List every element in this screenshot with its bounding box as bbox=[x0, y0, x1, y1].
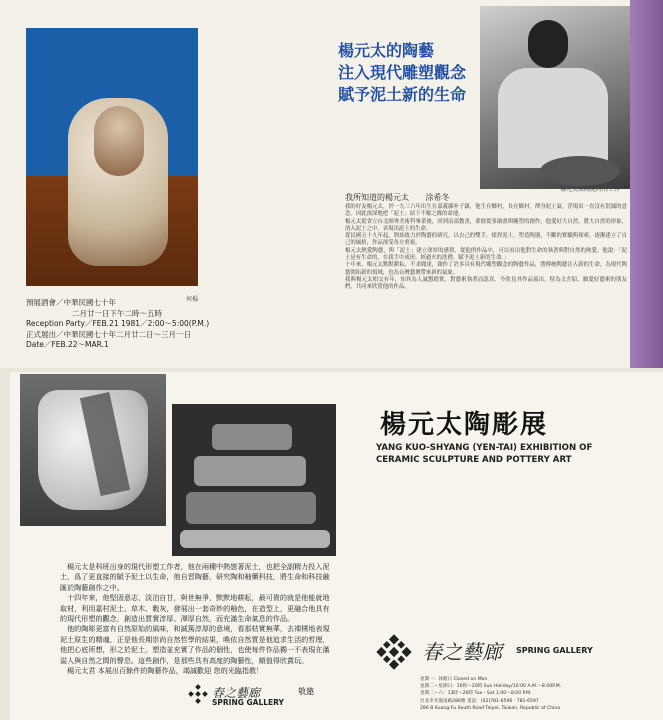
exhibit-en-dates: Date／FEB.22～MAR.1 bbox=[26, 340, 109, 349]
article-title: 我所知道的楊元太 bbox=[345, 193, 409, 202]
article-paragraph: 我的好友楊元太，於一九三六年出生在嘉義縣朴子鎮，他生在鄉村，長在鄉村，澤身泥土氣，浮現出一直沒有泯滅的意念。因此深深地把「泥土」結下不解之緣的命運。 bbox=[345, 204, 627, 218]
bio-paragraph: 十四年來，他堅固意志，淡泊自甘，與世無爭，默默地耕耘，最可貴的就是他能就地取材，利用嘉村泥土、草木、穀灰，發展出一套奇妙的釉色，在造型上，更融合他具有的現代形塑的觀念，創造出質實淳厚、渾厚自然，而充滿生命氣息的作品。 bbox=[60, 593, 330, 624]
info-line: 星期二～六：13時～20時 Tue - Sat 1:00～8:00 P.M. bbox=[420, 691, 532, 697]
big-gallery-signature bbox=[376, 634, 593, 674]
potter-photo bbox=[480, 6, 630, 189]
photo-credit: 何楊 bbox=[186, 296, 199, 303]
info-line: 286 B Kuang-Fu South Road Taipei, Taiwan, Republic of China bbox=[420, 705, 561, 711]
vase-spout bbox=[94, 106, 144, 176]
article-paragraph: 從民國五十九年起，開始致力於陶藝的研究，以自己的雙手，揉捏泥土，塑造陶器，不斷的實驗與探索，逐漸建立了自己的風格，作品深受各方重視。 bbox=[345, 233, 627, 247]
invitation-bottom-card bbox=[10, 372, 663, 720]
article-author: 涂希冬 bbox=[425, 193, 450, 202]
artist-bio bbox=[60, 562, 330, 676]
envelope-edge bbox=[630, 0, 663, 368]
gallery-name-en-large: SPRING GALLERY bbox=[516, 646, 593, 655]
small-gallery-signature bbox=[188, 684, 314, 708]
potter-head bbox=[528, 20, 568, 68]
article-body bbox=[345, 204, 627, 292]
pot-photo bbox=[20, 374, 166, 526]
exhibit-zh-dates: 正式展出／中華民國七十年二月廿二日～三月一日 bbox=[26, 329, 191, 339]
sculpture-layer bbox=[212, 424, 292, 450]
article-headline bbox=[338, 40, 466, 106]
potter-caption: 楊元太製陶泥時的工作 bbox=[560, 186, 621, 193]
reception-zh-label: 預展酒會／中華民國七十年 bbox=[26, 298, 116, 307]
headline-line-3: 賦予泥土新的生命 bbox=[338, 85, 467, 104]
potter-wheel bbox=[540, 156, 620, 186]
gallery-name-zh-large: 春之藝廊 bbox=[422, 640, 502, 664]
headline-line-2: 注入現代雕塑觀念 bbox=[338, 63, 467, 82]
sculpture-photo bbox=[172, 404, 336, 556]
article-paragraph: 我與楊元太相交有年，知其為人誠懇踏實，對藝術執著而認真，今欣見其作品展出，特為文介紹，願愛好藝術的朋友們，共同來欣賞他的作品。 bbox=[345, 276, 627, 291]
gallery-info bbox=[420, 676, 561, 712]
exhibit-en-line-2: CERAMIC SCULPTURE AND POTTERY ART bbox=[376, 455, 572, 465]
gallery-name-en: SPRING GALLERY bbox=[212, 698, 284, 707]
article-paragraph: 十年來，楊元太默默耕耘，不求聞達，創作了許多具有現代雕塑觀念的陶藝作品，將傳統陶藝注入新的生命，為現代陶藝開拓新的領域，也為台灣藝壇帶來新的氣象。 bbox=[345, 262, 627, 276]
sculpture-base bbox=[180, 530, 330, 548]
info-line: 星期二～星期日：10時～20時 Sun Holiday/10:00 A.M.～8:00P.M. bbox=[420, 684, 562, 690]
exhibit-english-title bbox=[376, 442, 592, 466]
gallery-name-zh: 春之藝廊 bbox=[212, 686, 261, 700]
potter-body bbox=[498, 68, 608, 168]
article-paragraph: 楊元太熱愛陶藝，與「泥土」建立深厚的感情，從他的作品中，可以看出他對生命的執著與對自然的熱愛。他說：「泥土是有生命的，在我手中成形，經過火的洗禮，賦予泥土新的生命。」 bbox=[345, 247, 627, 262]
article-header bbox=[345, 192, 450, 203]
sculpture-layer bbox=[194, 456, 306, 486]
exhibit-title: 楊元太陶彫展 bbox=[380, 410, 549, 440]
reception-en-party: Reception Party／FEB.21 1981／2:00～5:00(P.M.) bbox=[26, 319, 210, 328]
bio-paragraph: 楊元太君 本展出百餘件的陶藝作品，竭誠歡迎 您的光臨指教！ bbox=[67, 666, 264, 676]
reception-info bbox=[26, 298, 209, 351]
bio-paragraph: 他的陶彫更富有自然原始的風味，和誠篤淳厚的意境，看那枯實無華，去裸樸地表現泥土原生的精魂，正是他長期崇尚自然哲學的結果，喚依自然質是他追求生活的哲理，他把心底所想，形之於泥土，塑造並充實了作品的個性，也使每件作品獨一不表現在滿溢人與自然之間的聲息。這些創作，是那些具有高度的陶藝性，頗值得欣賞玩。 bbox=[60, 624, 330, 665]
article-paragraph: 楊元太從省立台北師專美術科畢業後，回到南部教書，業餘從事繪畫與雕塑的創作，他愛好大自然，將大自然的形象，溶入泥土之中，表現出泥土的生命。 bbox=[345, 218, 627, 232]
sculpture-layer bbox=[186, 492, 316, 524]
invite-text: 敬邀 bbox=[298, 687, 314, 696]
spring-gallery-logo-icon bbox=[376, 634, 412, 670]
spring-gallery-logo-icon bbox=[188, 684, 208, 704]
info-line: 星期一：休館日 Closed on Mon bbox=[420, 677, 488, 682]
reception-zh-time: 二月廿一日下午二時～五時 bbox=[72, 308, 162, 318]
headline-line-1: 楊元太的陶藝 bbox=[338, 41, 435, 60]
exhibit-en-line-1: YANG KUO-SHYANG (YEN-TAI) EXHIBITION OF bbox=[376, 443, 593, 453]
info-line: 台北市光復南路286號 電話：(02)781-6596 · 781-6597 bbox=[420, 698, 539, 704]
bio-paragraph: 楊元太是科班出身的現代形塑工作者，他在兩種中熱戀著泥土，也把全副精力投入泥土，爲了更直接的賦予泥土以生命，他自習陶藝，研究陶和釉藥科技，將生命和科技融匯於陶藝創作之中。 bbox=[60, 562, 330, 592]
vase-photo bbox=[26, 28, 198, 286]
